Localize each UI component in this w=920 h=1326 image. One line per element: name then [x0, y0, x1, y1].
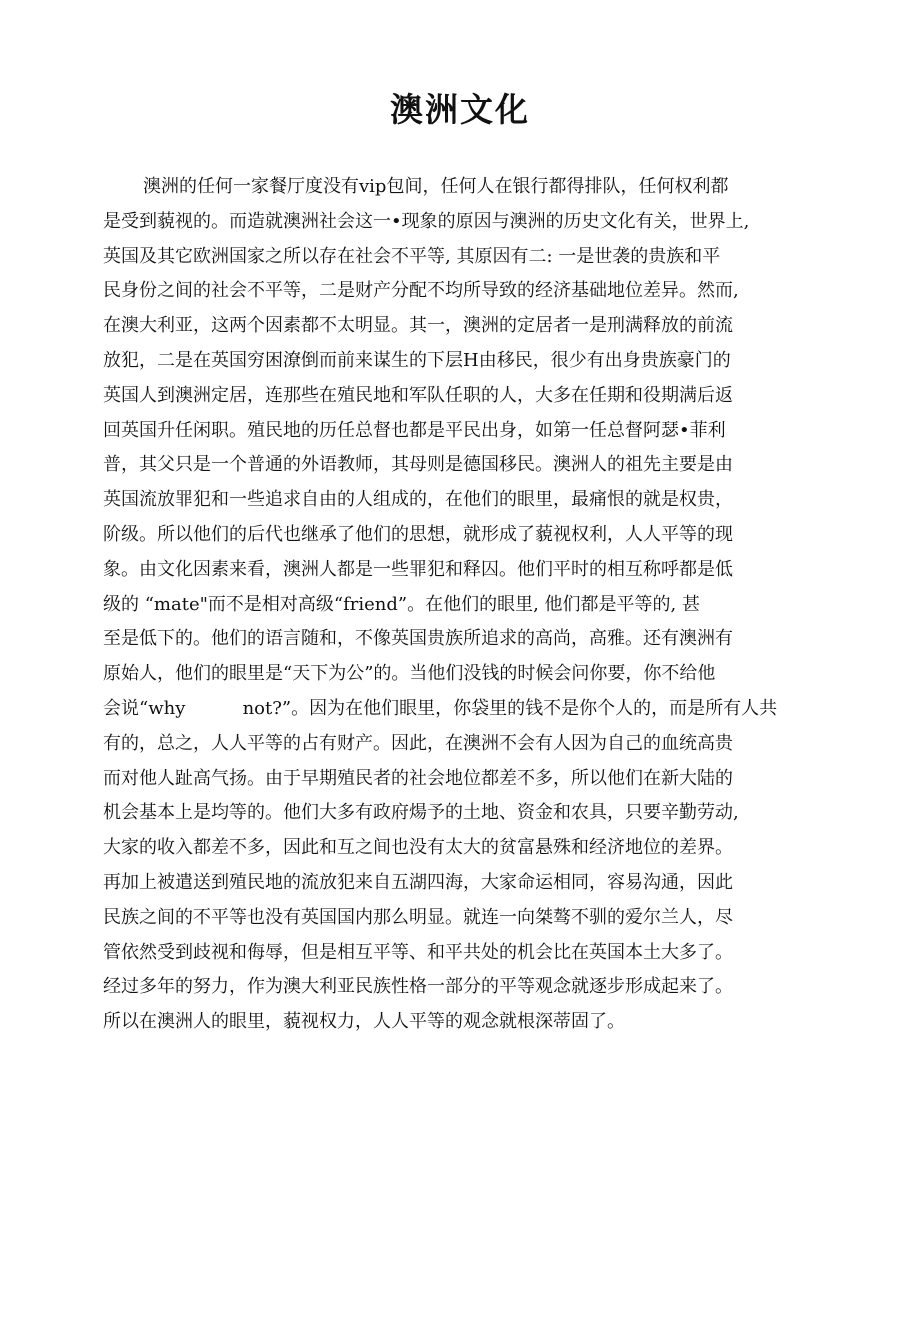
text-line: 阶级。所以他们的后代也继承了他们的思想，就形成了藐视权利，人人平等的现 [103, 523, 733, 545]
text-line: 是受到藐视的。而造就澳洲社会这一•现象的原因与澳洲的历史文化有关，世界上, [103, 210, 750, 232]
text-line: 澳洲的任何一家餐厅度没有vip包间，任何人在银行都得排队，任何权利都 [143, 176, 729, 197]
text-line: 在澳大利亚，这两个因素都不太明显。其一，澳洲的定居者一是刑满释放的前流 [103, 315, 733, 337]
text-line: 大家的收入都差不多，因此和互之间也没有太大的贫富悬殊和经济地位的差界。 [103, 837, 733, 859]
text-line: 英国人到澳洲定居，连那些在殖民地和军队任职的人，大多在任期和役期满后返 [103, 384, 733, 406]
text-line: 会说“why not?”。因为在他们眼里，你袋里的钱不是你个人的，而是所有人共 [103, 697, 778, 719]
text-line: 普，其父只是一个普通的外语教师，其母则是德国移民。澳洲人的祖先主要是由 [103, 454, 733, 476]
text-line: 经过多年的努力，作为澳大利亚民族性格一部分的平等观念就逐步形成起来了。 [103, 976, 733, 998]
text-line: 而对他人趾高气扬。由于早期殖民者的社会地位都差不多，所以他们在新大陆的 [103, 767, 733, 789]
text-line: 放犯，二是在英国穷困潦倒而前来谋生的下层H由移民，很少有出身贵族豪门的 [103, 349, 731, 371]
text-line: 民族之间的不平等也没有英国国内那么明显。就连一向桀骜不驯的爱尔兰人，尽 [103, 906, 733, 928]
text-line: 象。由文化因素来看，澳洲人都是一些罪犯和释囚。他们平时的相互称呼都是低 [103, 558, 733, 580]
text-line: 回英国升任闲职。殖民地的历任总督也都是平民出身，如第一任总督阿瑟•菲利 [103, 419, 726, 441]
text-line: 民身份之间的社会不平等，二是财产分配不均所导致的经济基础地位差异。然而, [103, 280, 739, 302]
text-line: 至是低下的。他们的语言随和，不像英国贵族所追求的高尚，高雅。还有澳洲有 [103, 628, 733, 650]
body-text [103, 170, 823, 1040]
text-line: 级的 “mate"而不是相对高级“friend”。在他们的眼里, 他们都是平等的, 甚 [103, 593, 700, 615]
text-line: 原始人，他们的眼里是“天下为公”的。当他们没钱的时候会问你要，你不给他 [103, 663, 716, 685]
text-line: 管依然受到歧视和侮辱，但是相互平等、和平共处的机会比在英国本土大多了。 [103, 941, 733, 963]
text-line: 所以在澳洲人的眼里，藐视权力，人人平等的观念就根深蒂固了。 [103, 1011, 625, 1033]
text-line: 英国流放罪犯和一些追求自由的人组成的，在他们的眼里，最痛恨的就是权贵， [103, 489, 733, 511]
text-line: 再加上被遣送到殖民地的流放犯来自五湖四海，大家命运相同，容易沟通，因此 [103, 871, 733, 893]
text-line: 有的，总之，人人平等的占有财产。因此，在澳洲不会有人因为自己的血统高贵 [103, 732, 733, 754]
document-title: 澳洲文化 [390, 90, 530, 129]
text-line: 英国及其它欧洲国家之所以存在社会不平等, 其原因有二: 一是世袭的贵族和平 [103, 245, 721, 267]
text-line: 机会基本上是均等的。他们大多有政府煬予的土地、资金和农具，只要辛勤劳动, [103, 802, 739, 824]
